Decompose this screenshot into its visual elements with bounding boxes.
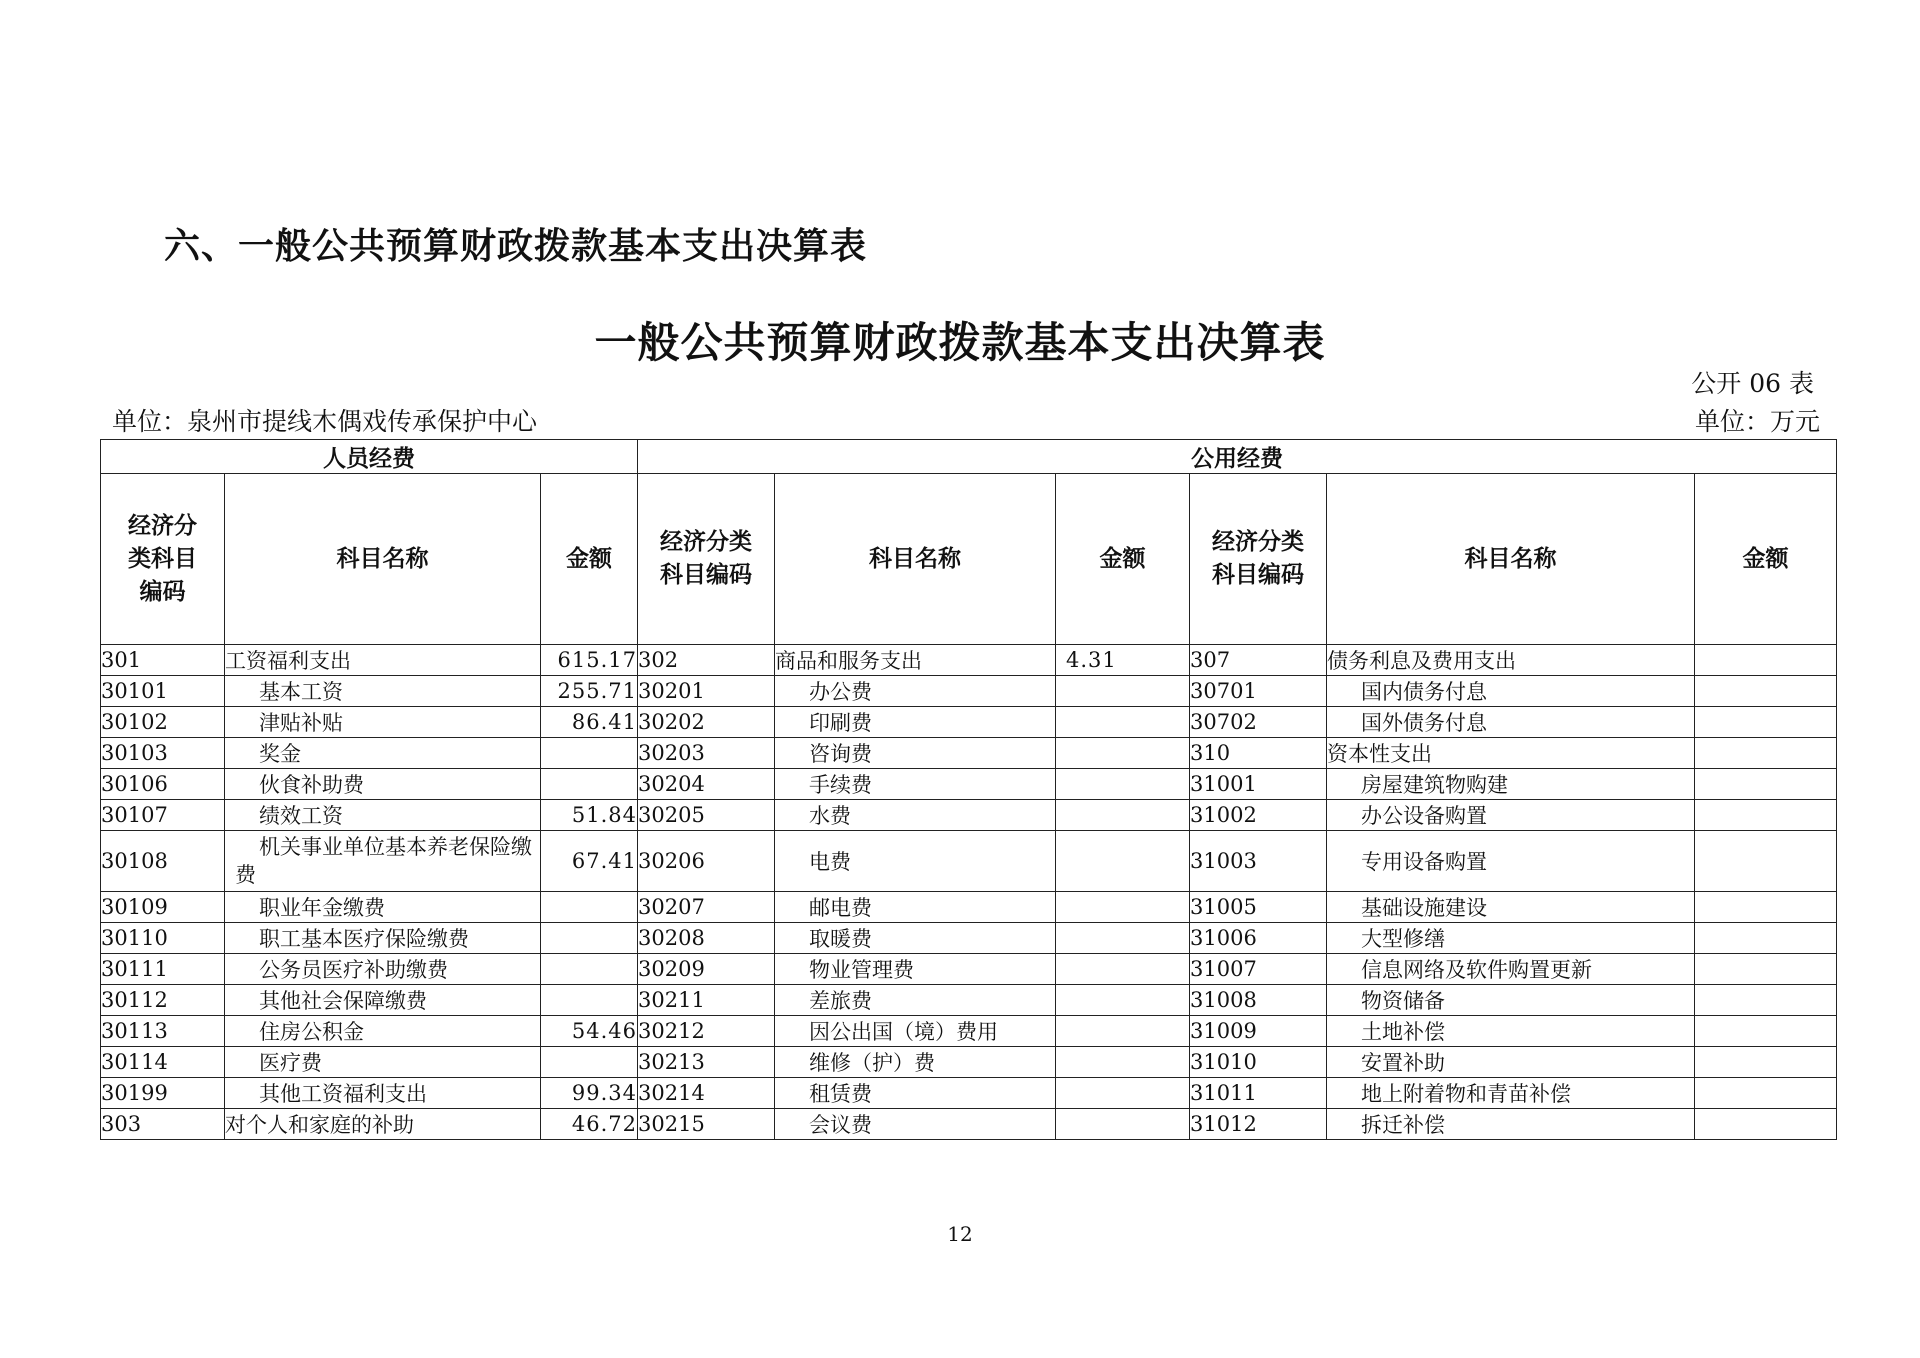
goods-name: 因公出国（境）费用 (775, 1016, 1056, 1047)
capital-amount (1695, 738, 1837, 769)
capital-name: 债务利息及费用支出 (1327, 645, 1695, 676)
capital-amount (1695, 800, 1837, 831)
personnel-amount: 46.72 (541, 1109, 638, 1140)
personnel-code: 30103 (101, 738, 225, 769)
personnel-name: 其他社会保障缴费 (225, 985, 541, 1016)
personnel-amount: 67.41 (541, 831, 638, 892)
capital-amount (1695, 1016, 1837, 1047)
personnel-amount: 54.46 (541, 1016, 638, 1047)
personnel-code: 30107 (101, 800, 225, 831)
personnel-code: 30113 (101, 1016, 225, 1047)
goods-amount (1056, 923, 1190, 954)
goods-code: 30203 (638, 738, 775, 769)
personnel-name: 伙食补助费 (225, 769, 541, 800)
goods-name: 会议费 (775, 1109, 1056, 1140)
goods-code: 30202 (638, 707, 775, 738)
table-row (101, 800, 1837, 831)
personnel-code: 30199 (101, 1078, 225, 1109)
goods-code: 30201 (638, 676, 775, 707)
header-amount-b: 金额 (1056, 474, 1190, 645)
capital-amount (1695, 1078, 1837, 1109)
personnel-name: 职工基本医疗保险缴费 (225, 923, 541, 954)
unit-currency: 单位：万元 (1694, 407, 1820, 436)
capital-name: 资本性支出 (1327, 738, 1695, 769)
personnel-code: 30109 (101, 892, 225, 923)
goods-amount (1056, 676, 1190, 707)
personnel-name: 津贴补贴 (225, 707, 541, 738)
capital-code: 31001 (1190, 769, 1327, 800)
personnel-amount: 615.17 (541, 645, 638, 676)
header-name-a: 科目名称 (225, 474, 541, 645)
capital-name: 基础设施建设 (1327, 892, 1695, 923)
personnel-name: 基本工资 (225, 676, 541, 707)
goods-code: 30212 (638, 1016, 775, 1047)
header-amount-a: 金额 (541, 474, 638, 645)
goods-code: 30209 (638, 954, 775, 985)
personnel-name: 奖金 (225, 738, 541, 769)
table-row (101, 1016, 1837, 1047)
table-title: 一般公共预算财政拨款基本支出决算表 (594, 318, 1326, 367)
header-amount-c: 金额 (1695, 474, 1837, 645)
group-header-row (101, 440, 1837, 474)
capital-code: 30702 (1190, 707, 1327, 738)
goods-code: 302 (638, 645, 775, 676)
header-code-b: 经济分类科目编码 (638, 474, 775, 645)
personnel-name: 医疗费 (225, 1047, 541, 1078)
capital-amount (1695, 645, 1837, 676)
goods-code: 30207 (638, 892, 775, 923)
capital-code: 31010 (1190, 1047, 1327, 1078)
goods-code: 30205 (638, 800, 775, 831)
table-row (101, 676, 1837, 707)
goods-amount (1056, 954, 1190, 985)
unit-organization: 单位：泉州市提线木偶戏传承保护中心 (112, 407, 538, 436)
personnel-amount (541, 923, 638, 954)
capital-name: 地上附着物和青苗补偿 (1327, 1078, 1695, 1109)
section-heading: 六、一般公共预算财政拨款基本支出决算表 (164, 226, 868, 267)
personnel-name: 绩效工资 (225, 800, 541, 831)
capital-code: 31012 (1190, 1109, 1327, 1140)
capital-code: 31002 (1190, 800, 1327, 831)
personnel-code: 30106 (101, 769, 225, 800)
personnel-name: 对个人和家庭的补助 (225, 1109, 541, 1140)
table-row (101, 707, 1837, 738)
personnel-code: 30114 (101, 1047, 225, 1078)
capital-code: 31009 (1190, 1016, 1327, 1047)
personnel-code: 30111 (101, 954, 225, 985)
goods-name: 差旅费 (775, 985, 1056, 1016)
personnel-name: 职业年金缴费 (225, 892, 541, 923)
goods-name: 手续费 (775, 769, 1056, 800)
personnel-amount: 51.84 (541, 800, 638, 831)
capital-amount (1695, 769, 1837, 800)
table-row (101, 923, 1837, 954)
personnel-amount (541, 954, 638, 985)
capital-amount (1695, 707, 1837, 738)
personnel-name: 住房公积金 (225, 1016, 541, 1047)
goods-name: 物业管理费 (775, 954, 1056, 985)
personnel-amount (541, 892, 638, 923)
capital-amount (1695, 923, 1837, 954)
table-row (101, 892, 1837, 923)
goods-name: 办公费 (775, 676, 1056, 707)
personnel-code: 30110 (101, 923, 225, 954)
capital-code: 31011 (1190, 1078, 1327, 1109)
personnel-code: 303 (101, 1109, 225, 1140)
goods-code: 30215 (638, 1109, 775, 1140)
personnel-amount (541, 1047, 638, 1078)
capital-name: 物资储备 (1327, 985, 1695, 1016)
capital-code: 31008 (1190, 985, 1327, 1016)
goods-name: 印刷费 (775, 707, 1056, 738)
goods-name: 商品和服务支出 (775, 645, 1056, 676)
table-row (101, 738, 1837, 769)
capital-code: 31007 (1190, 954, 1327, 985)
capital-code: 31003 (1190, 831, 1327, 892)
header-name-c: 科目名称 (1327, 474, 1695, 645)
goods-amount (1056, 1109, 1190, 1140)
goods-amount (1056, 738, 1190, 769)
goods-amount (1056, 1016, 1190, 1047)
capital-code: 307 (1190, 645, 1327, 676)
capital-amount (1695, 985, 1837, 1016)
personnel-code: 30101 (101, 676, 225, 707)
personnel-code: 30108 (101, 831, 225, 892)
personnel-amount (541, 985, 638, 1016)
page-number: 12 (947, 1222, 973, 1246)
goods-code: 30206 (638, 831, 775, 892)
personnel-code: 30112 (101, 985, 225, 1016)
table-row (101, 831, 1837, 892)
capital-name: 国内债务付息 (1327, 676, 1695, 707)
goods-name: 维修（护）费 (775, 1047, 1056, 1078)
table-row (101, 645, 1837, 676)
capital-code: 30701 (1190, 676, 1327, 707)
goods-code: 30214 (638, 1078, 775, 1109)
capital-amount (1695, 1047, 1837, 1078)
capital-name: 拆迁补偿 (1327, 1109, 1695, 1140)
capital-name: 土地补偿 (1327, 1016, 1695, 1047)
table-row (101, 769, 1837, 800)
goods-amount (1056, 707, 1190, 738)
capital-code: 31005 (1190, 892, 1327, 923)
budget-table (100, 439, 1837, 1140)
goods-code: 30213 (638, 1047, 775, 1078)
capital-amount (1695, 831, 1837, 892)
goods-name: 取暖费 (775, 923, 1056, 954)
goods-amount: 4.31 (1056, 645, 1190, 676)
goods-amount (1056, 831, 1190, 892)
capital-name: 办公设备购置 (1327, 800, 1695, 831)
personnel-name: 其他工资福利支出 (225, 1078, 541, 1109)
table-row (101, 985, 1837, 1016)
personnel-amount: 255.71 (541, 676, 638, 707)
capital-amount (1695, 676, 1837, 707)
goods-amount (1056, 892, 1190, 923)
personnel-name: 工资福利支出 (225, 645, 541, 676)
table-row (101, 1078, 1837, 1109)
capital-name: 房屋建筑物购建 (1327, 769, 1695, 800)
capital-amount (1695, 892, 1837, 923)
capital-name: 安置补助 (1327, 1047, 1695, 1078)
personnel-amount (541, 738, 638, 769)
goods-name: 水费 (775, 800, 1056, 831)
capital-amount (1695, 1109, 1837, 1140)
goods-name: 邮电费 (775, 892, 1056, 923)
capital-name: 信息网络及软件购置更新 (1327, 954, 1695, 985)
goods-amount (1056, 1047, 1190, 1078)
personnel-code: 301 (101, 645, 225, 676)
personnel-amount: 99.34 (541, 1078, 638, 1109)
group-personnel: 人员经费 (101, 440, 638, 474)
table-row (101, 1047, 1837, 1078)
header-code-c: 经济分类科目编码 (1190, 474, 1327, 645)
goods-code: 30204 (638, 769, 775, 800)
goods-name: 租赁费 (775, 1078, 1056, 1109)
column-header-row (101, 474, 1837, 645)
form-number: 公开 06 表 (1691, 369, 1814, 398)
personnel-amount (541, 769, 638, 800)
capital-code: 310 (1190, 738, 1327, 769)
goods-code: 30211 (638, 985, 775, 1016)
table-row (101, 1109, 1837, 1140)
goods-amount (1056, 1078, 1190, 1109)
capital-code: 31006 (1190, 923, 1327, 954)
header-name-b: 科目名称 (775, 474, 1056, 645)
personnel-code: 30102 (101, 707, 225, 738)
capital-amount (1695, 954, 1837, 985)
goods-amount (1056, 800, 1190, 831)
table-row (101, 954, 1837, 985)
personnel-name-text: 机关事业单位基本养老保险缴费 (235, 835, 532, 887)
group-public: 公用经费 (638, 440, 1837, 474)
personnel-name (225, 831, 541, 892)
goods-amount (1056, 985, 1190, 1016)
capital-name: 专用设备购置 (1327, 831, 1695, 892)
capital-name: 国外债务付息 (1327, 707, 1695, 738)
goods-amount (1056, 769, 1190, 800)
goods-code: 30208 (638, 923, 775, 954)
header-code-a: 经济分类科目编码 (101, 474, 225, 645)
capital-name: 大型修缮 (1327, 923, 1695, 954)
personnel-name: 公务员医疗补助缴费 (225, 954, 541, 985)
goods-name: 电费 (775, 831, 1056, 892)
goods-name: 咨询费 (775, 738, 1056, 769)
personnel-amount: 86.41 (541, 707, 638, 738)
